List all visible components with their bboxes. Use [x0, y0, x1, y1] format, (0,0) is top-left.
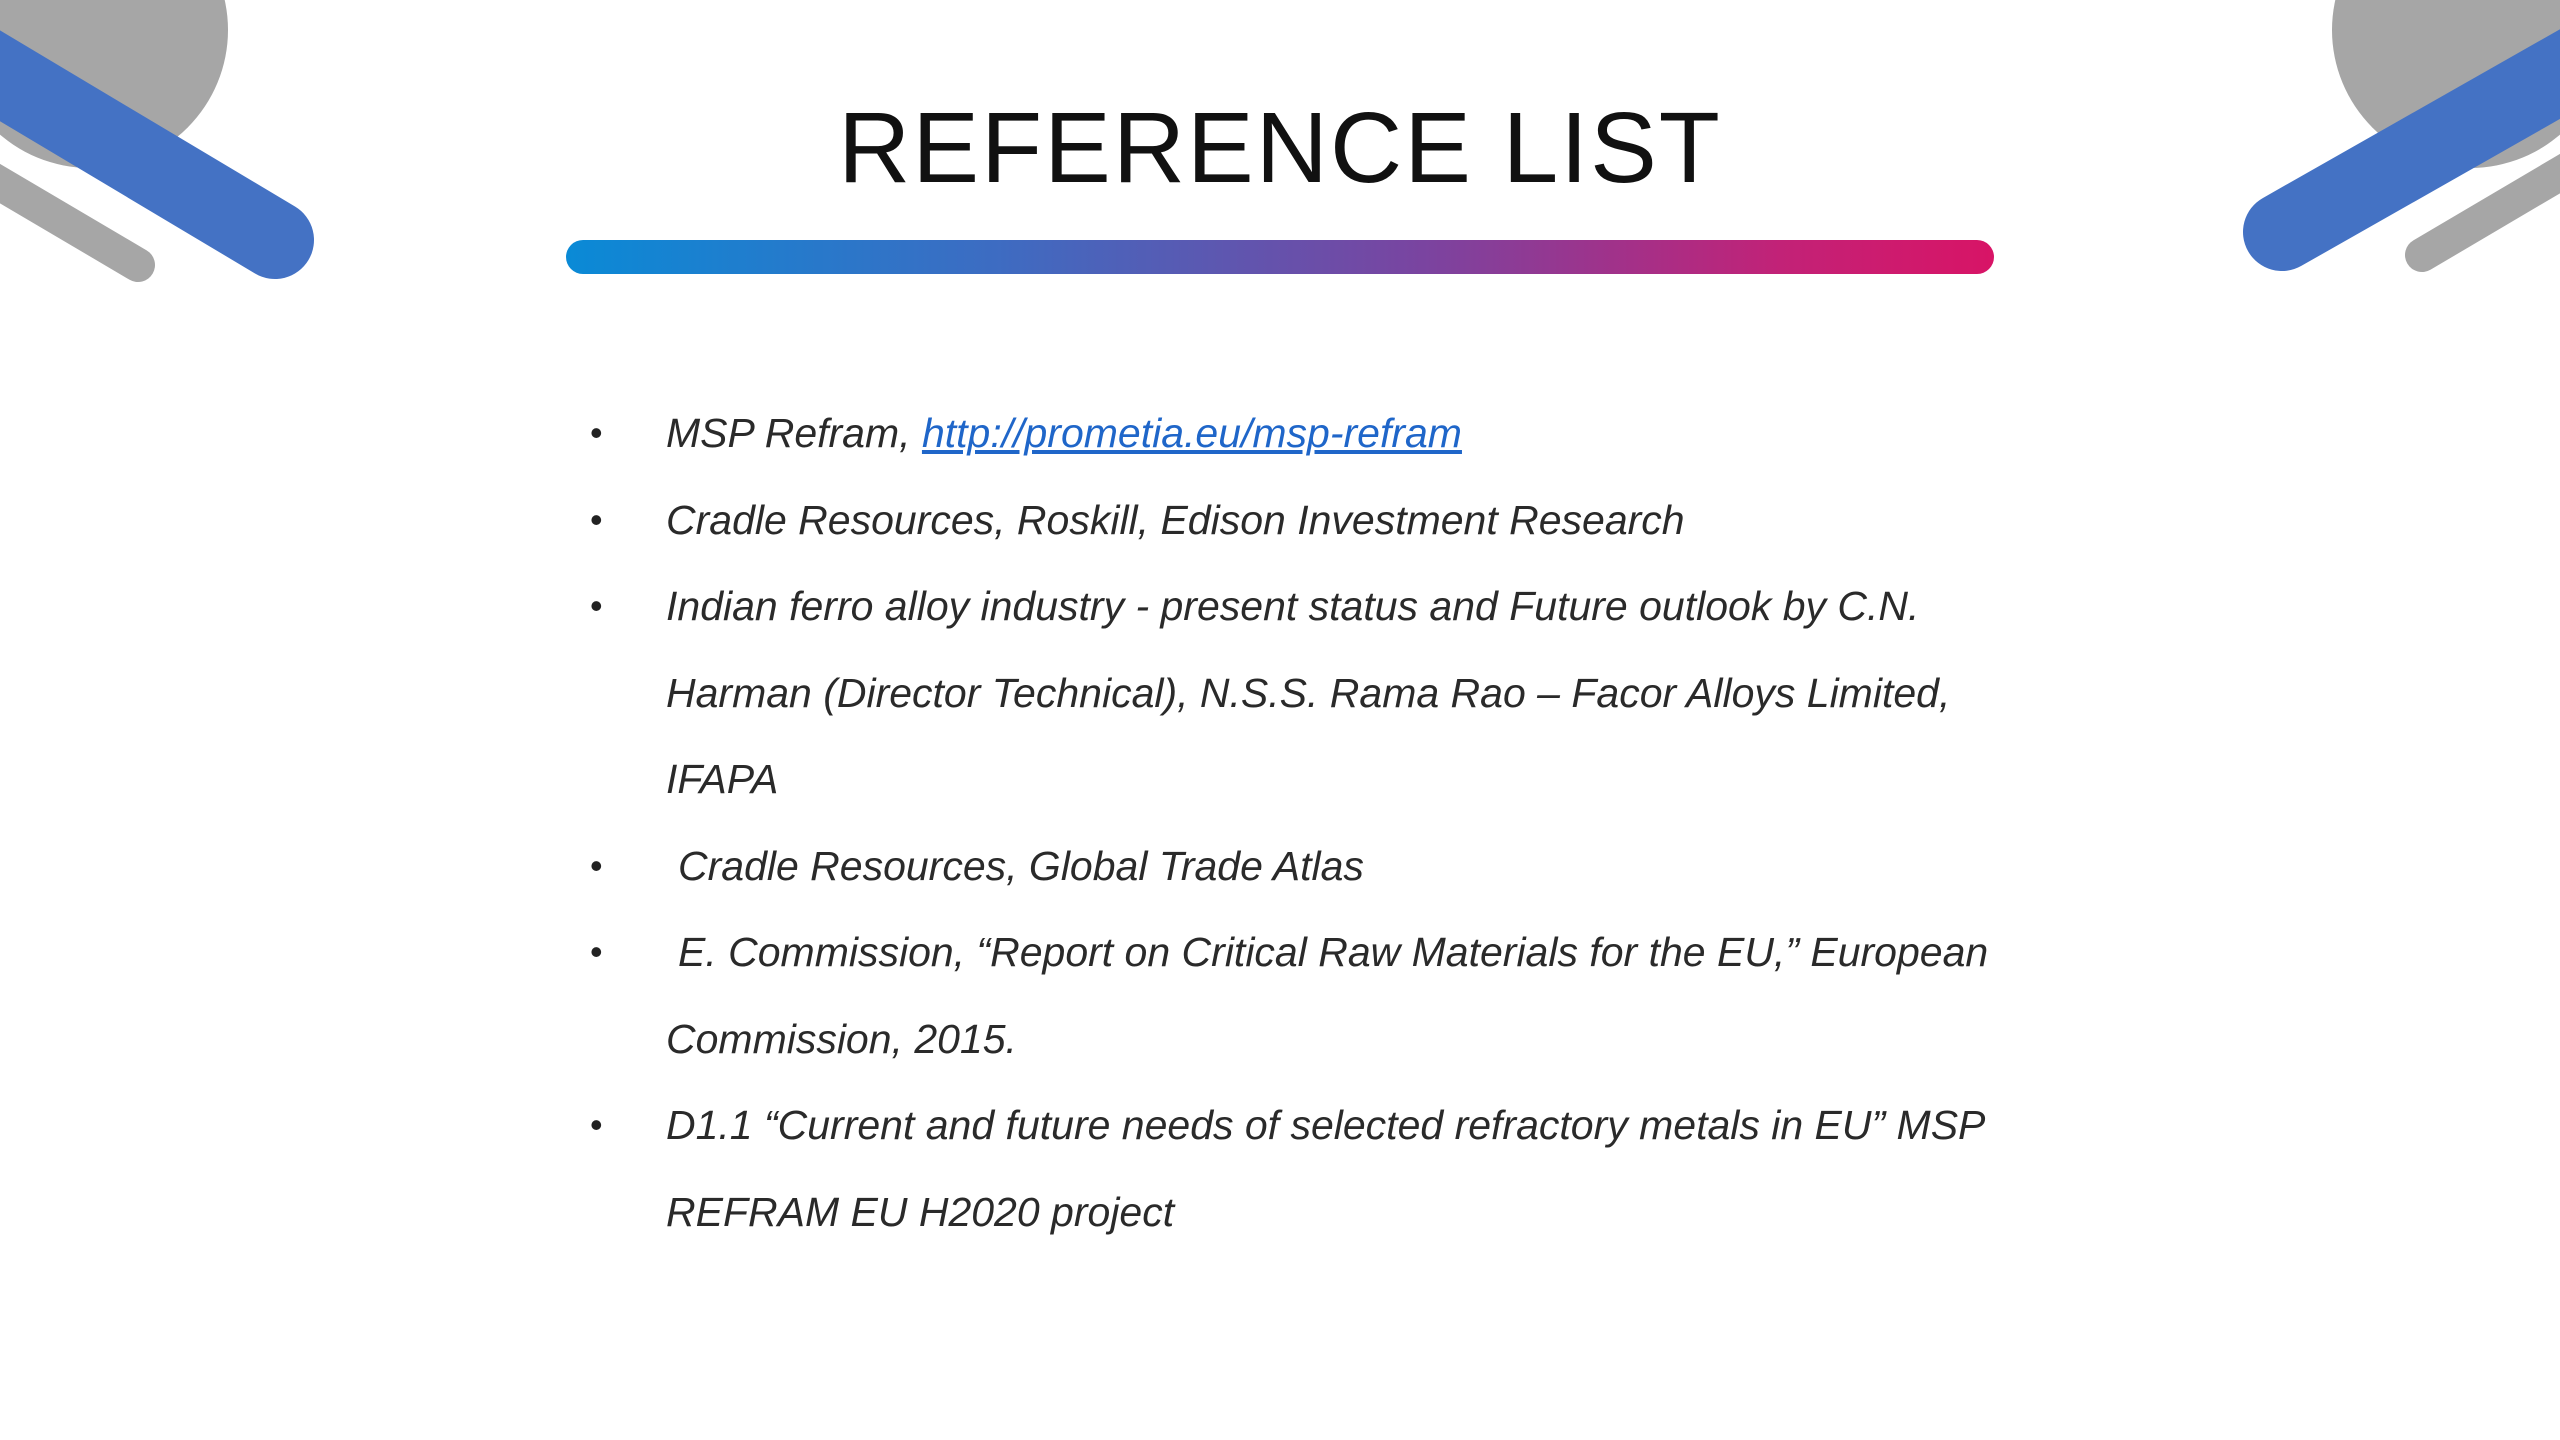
list-item: [590, 823, 1990, 910]
reference-text: MSP Refram,: [666, 410, 911, 456]
bullet-icon: •: [590, 585, 603, 626]
bullet-icon: •: [590, 931, 603, 972]
reference-link[interactable]: http://prometia.eu/msp-refram: [921, 410, 1462, 456]
bullet-icon: •: [590, 498, 603, 540]
page-title: REFERENCE LIST: [838, 92, 1722, 204]
list-item: [590, 909, 1990, 1082]
list-item: [590, 477, 1990, 564]
reference-list: [590, 390, 1990, 1255]
title-gradient-bar: [566, 240, 1994, 274]
list-item: [590, 563, 1990, 823]
bullet-icon: •: [590, 844, 603, 886]
list-item: [590, 390, 1990, 477]
reference-text: D1.1 “Current and future needs of selected refractory metals in EU” MSP REFRAM EU H2020 project: [666, 1102, 1984, 1235]
bullet-icon: •: [590, 1104, 603, 1145]
reference-text: Cradle Resources, Roskill, Edison Investment Research: [666, 496, 1685, 543]
bullet-icon: •: [590, 412, 603, 453]
reference-text: Cradle Resources, Global Trade Atlas: [678, 842, 1364, 889]
reference-text: E. Commission, “Report on Critical Raw Materials for the EU,” European Commission, 2015.: [666, 929, 1989, 1062]
reference-text: Indian ferro alloy industry - present status and Future outlook by C.N. Harman (Director Technical), N.S.S. Rama Rao – Facor Alloys Limited, IFAPA: [666, 583, 1951, 802]
list-item: [590, 1082, 1990, 1255]
